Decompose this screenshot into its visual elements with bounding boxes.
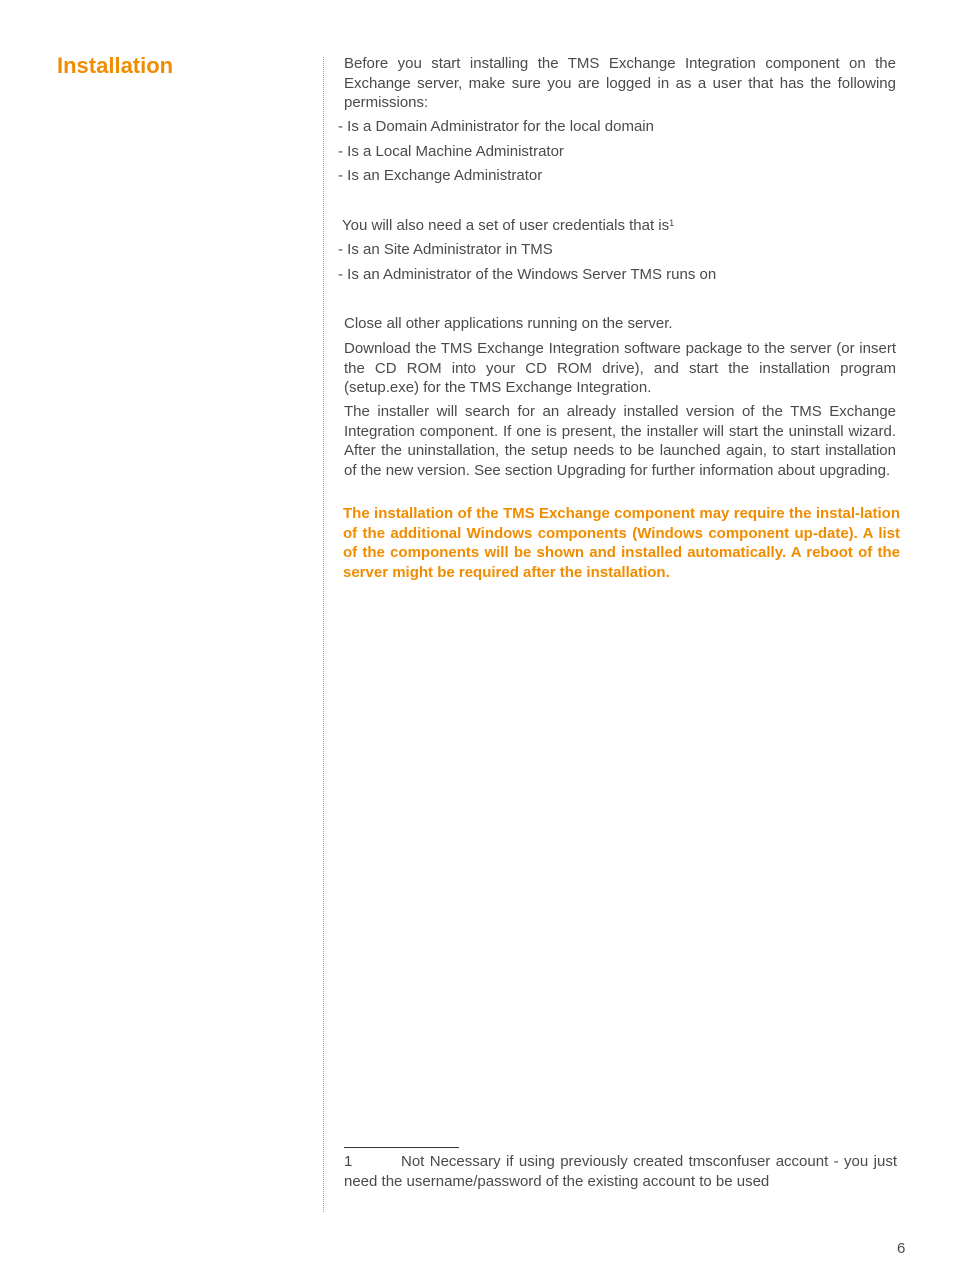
permission-item: - Is a Domain Administrator for the local domain	[338, 118, 654, 135]
intro-paragraph: Before you start installing the TMS Exchange Integration component on the Exchange server, make sure you are logged in as a user that has the following permissions:	[344, 55, 896, 111]
credentials-intro-text: You will also need a set of user credentials that is	[342, 217, 670, 234]
column-divider	[323, 57, 324, 1212]
footnote-text: Not Necessary if using previously created tmsconfuser account - you just need the username/password of the existing account to be used	[344, 1153, 897, 1190]
download-step: Download the TMS Exchange Integration software package to the server (or insert the CD ROM into your CD ROM drive), and start the installation program (setup.exe) for the TMS Exchange Integration.	[344, 340, 896, 396]
permission-item: - Is a Local Machine Administrator	[338, 143, 564, 160]
footnote	[344, 1152, 897, 1191]
credential-item: - Is an Administrator of the Windows Server TMS runs on	[338, 266, 717, 283]
installer-step: The installer will search for an already installed version of the TMS Exchange Integration component. If one is present, the installer will start the uninstall wizard. After the uninstallation, the setup needs to be launched again, to start installation of the new version. See section Upgrading for further information about upgrading.	[344, 403, 896, 479]
credentials-intro	[342, 216, 894, 236]
footnote-number: 1	[344, 1153, 353, 1170]
close-apps-step: Close all other applications running on the server.	[344, 315, 673, 332]
page-number: 6	[897, 1240, 906, 1257]
footnote-reference[interactable]: 1	[669, 218, 675, 228]
permission-item: - Is an Exchange Administrator	[338, 167, 543, 184]
footnote-rule	[344, 1147, 459, 1148]
section-title: Installation	[57, 53, 174, 78]
important-note: The installation of the TMS Exchange component may require the instal-lation of the additional Windows components (Windows component up-date). A list of the components will be shown and installed automatically. A reboot of the server might be required after the installation.	[343, 505, 900, 581]
credential-item: - Is an Site Administrator in TMS	[338, 241, 553, 258]
